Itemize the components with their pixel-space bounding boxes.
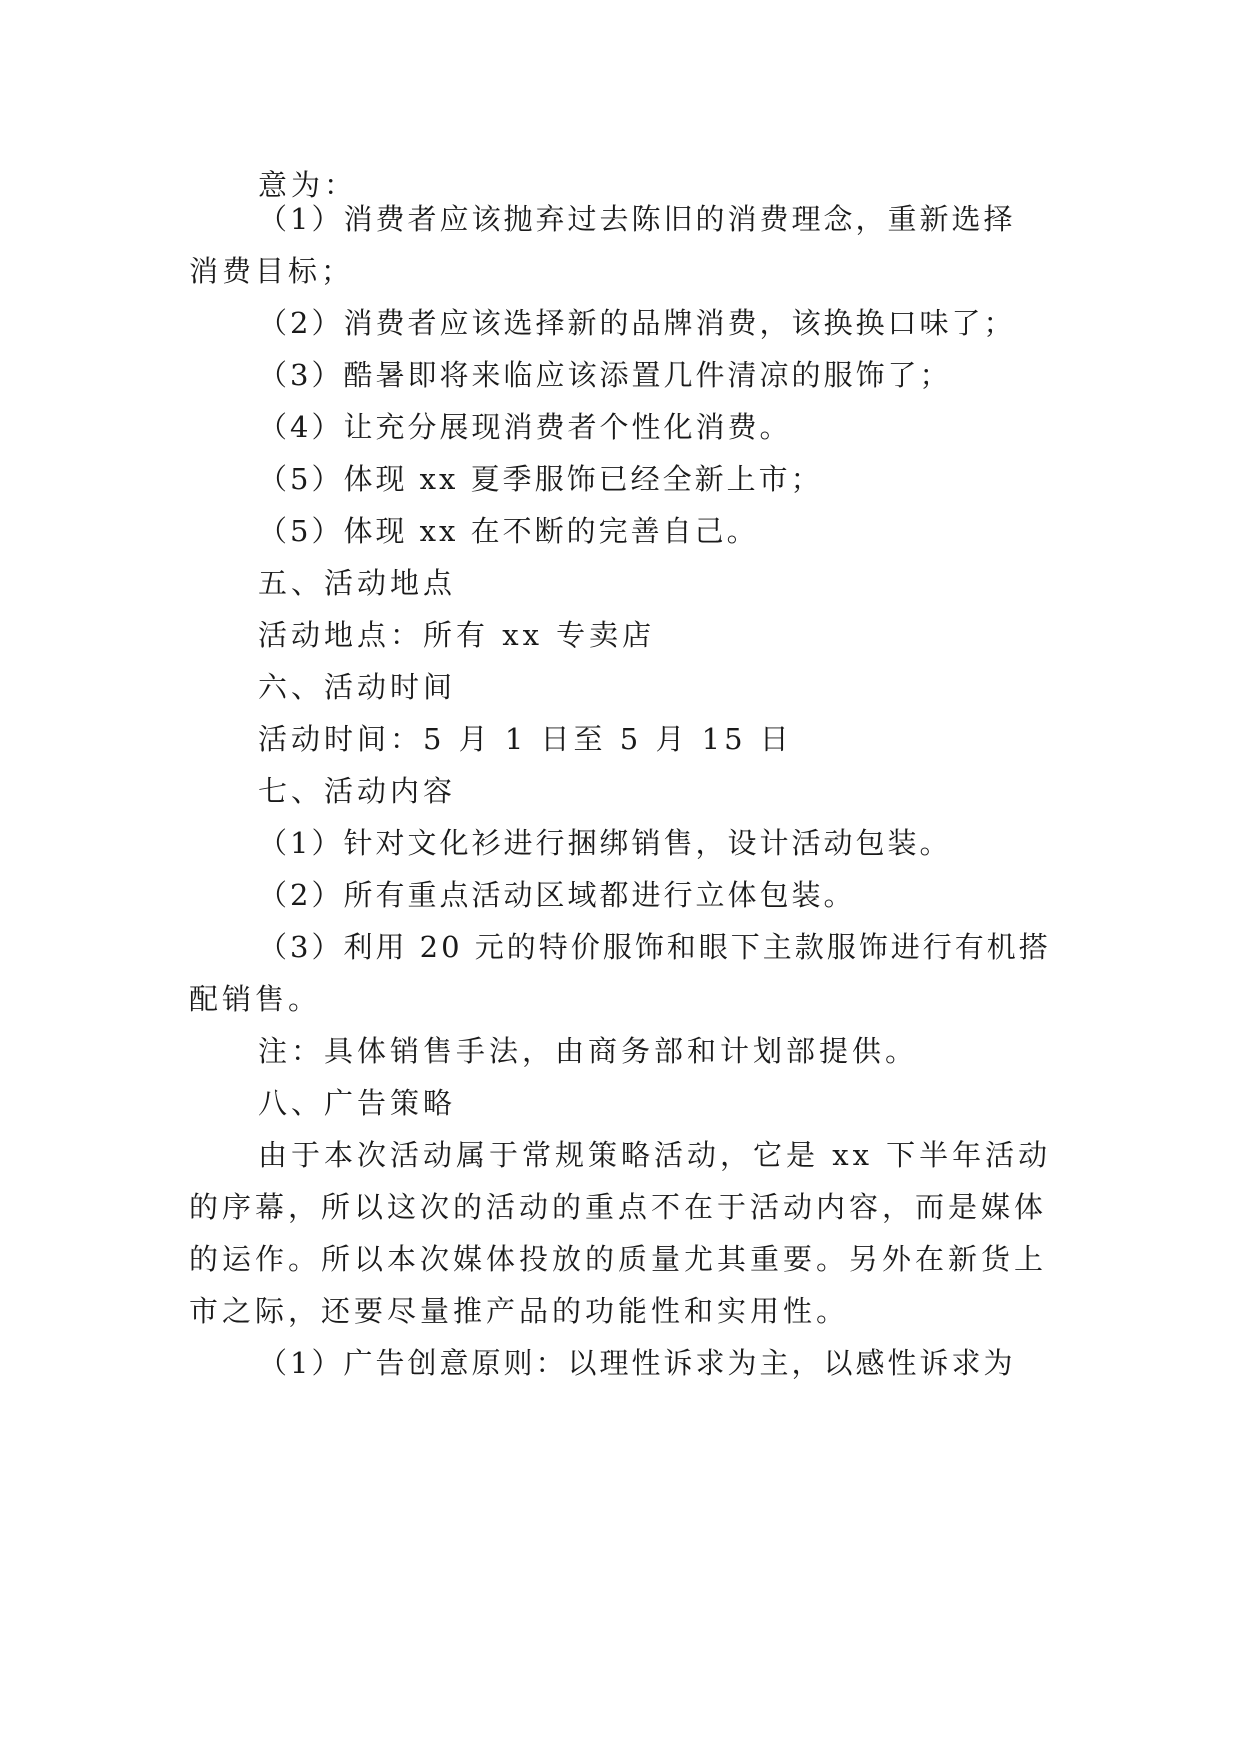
text-line: （1）消费者应该抛弃过去陈旧的消费理念，重新选择 xyxy=(258,202,1016,236)
text-line: 活动时间：5 月 1 日至 5 月 15 日 xyxy=(258,722,793,756)
text-line: 活动地点：所有 xx 专卖店 xyxy=(258,618,656,652)
text-line: （3）酷暑即将来临应该添置几件清凉的服饰了； xyxy=(258,358,952,392)
text-line: （5）体现 xx 夏季服饰已经全新上市； xyxy=(258,462,823,496)
text-line: 市之际，还要尽量推产品的功能性和实用性。 xyxy=(189,1294,850,1328)
text-line: （3）利用 20 元的特价服饰和眼下主款服饰进行有机搭 xyxy=(258,930,1051,964)
text-line: 意为： xyxy=(258,168,358,202)
text-line: 的序幕，所以这次的活动的重点不在于活动内容，而是媒体 xyxy=(189,1190,1048,1224)
text-line: 消费目标； xyxy=(189,254,355,288)
section-heading: 五、活动地点 xyxy=(258,566,457,600)
section-heading: 八、广告策略 xyxy=(258,1086,457,1120)
text-line: 的运作。所以本次媒体投放的质量尤其重要。另外在新货上 xyxy=(189,1242,1048,1276)
text-line: （1）广告创意原则：以理性诉求为主，以感性诉求为 xyxy=(258,1346,1016,1380)
text-line: （2）消费者应该选择新的品牌消费，该换换口味了； xyxy=(258,306,1016,340)
text-line: （5）体现 xx 在不断的完善自己。 xyxy=(258,514,759,548)
text-line: （1）针对文化衫进行捆绑销售，设计活动包装。 xyxy=(258,826,952,860)
text-line: （2）所有重点活动区域都进行立体包装。 xyxy=(258,878,856,912)
text-line: 注：具体销售手法，由商务部和计划部提供。 xyxy=(258,1034,919,1068)
text-line: （4）让充分展现消费者个性化消费。 xyxy=(258,410,792,444)
section-heading: 六、活动时间 xyxy=(258,670,457,704)
text-line: 配销售。 xyxy=(189,982,322,1016)
section-heading: 七、活动内容 xyxy=(258,774,457,808)
text-line: 由于本次活动属于常规策略活动，它是 xx 下半年活动 xyxy=(258,1138,1052,1172)
